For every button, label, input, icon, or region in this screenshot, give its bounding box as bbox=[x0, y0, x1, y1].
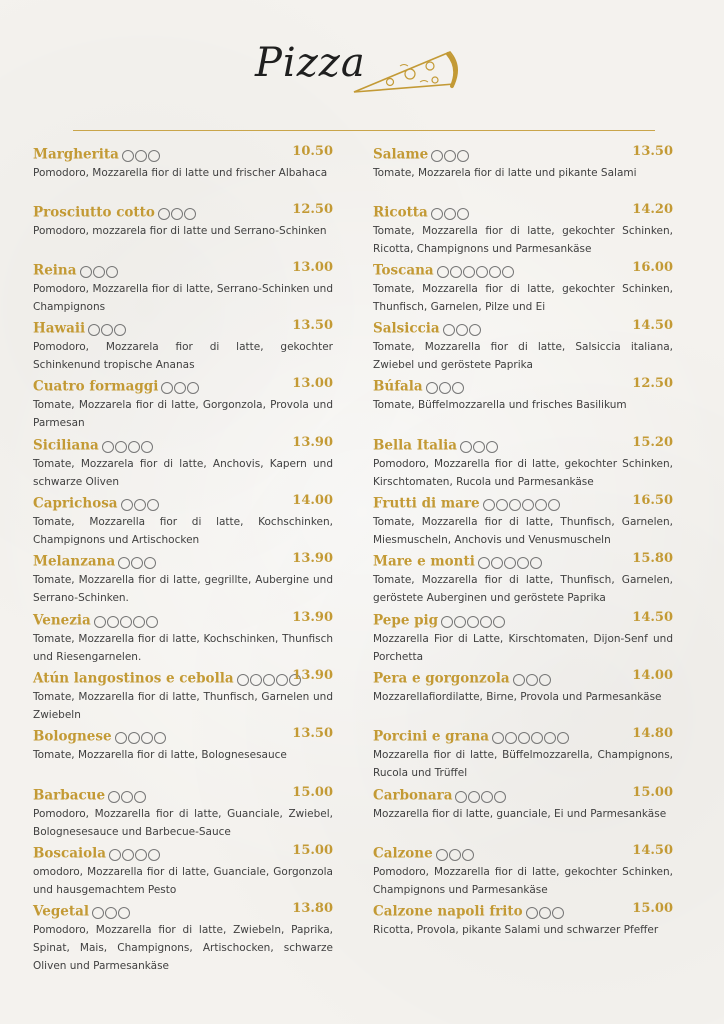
pizza-name: Cuatro formaggi bbox=[33, 378, 159, 395]
allergen-icon bbox=[118, 907, 130, 919]
allergen-icon bbox=[473, 441, 485, 453]
allergen-icon bbox=[105, 907, 117, 919]
pizza-description: Tomate, Mozzarella fior di latte, gekochter Schinken, Thunfisch, Garnelen, Pilze und Ei bbox=[373, 283, 673, 313]
allergen-icon bbox=[118, 557, 130, 569]
pizza-name: Mare e monti bbox=[373, 553, 475, 570]
pizza-price: 15.80 bbox=[632, 551, 673, 566]
allergen-icon bbox=[531, 732, 543, 744]
pizza-name: Calzone bbox=[373, 845, 433, 862]
pizza-price: 15.00 bbox=[632, 901, 673, 916]
pizza-name: Pera e gorgonzola bbox=[373, 670, 510, 687]
pizza-description: Mozzarellafiordilatte, Birne, Provola und Parmesankäse bbox=[373, 691, 662, 703]
menu-header bbox=[0, 0, 724, 130]
menu-item-header bbox=[373, 551, 673, 571]
allergen-icon bbox=[128, 441, 140, 453]
menu-item-header bbox=[373, 785, 673, 805]
pizza-name: Melanzana bbox=[33, 553, 116, 570]
allergen-icon bbox=[539, 674, 551, 686]
allergen-icon bbox=[94, 616, 106, 628]
pizza-name: Bolognese bbox=[33, 728, 112, 745]
allergen-icon bbox=[115, 441, 127, 453]
pizza-description: Pomodoro, Mozzarella fior di latte, Guanciale, Zwiebel, Bolognesesauce und Barbecue-Sauce bbox=[33, 808, 333, 838]
pizza-description: Tomate, Mozzarella fior di latte, Kochschinken, Champignons und Artischocken bbox=[33, 516, 333, 546]
allergen-icon bbox=[171, 208, 183, 220]
allergen-icon bbox=[480, 616, 492, 628]
allergen-icon bbox=[93, 266, 105, 278]
menu-item-header bbox=[33, 843, 333, 863]
allergen-icon bbox=[450, 266, 462, 278]
menu-item bbox=[373, 435, 673, 491]
allergen-icon bbox=[147, 499, 159, 511]
menu-item bbox=[33, 202, 333, 240]
allergen-icon bbox=[517, 557, 529, 569]
allergen-icon bbox=[141, 441, 153, 453]
allergen-icon bbox=[486, 441, 498, 453]
allergen-icon bbox=[122, 150, 134, 162]
allergen-icons bbox=[161, 377, 200, 396]
allergen-icons bbox=[94, 611, 159, 630]
pizza-name: Frutti di mare bbox=[373, 495, 480, 512]
pizza-name: Pepe pig bbox=[373, 612, 439, 629]
pizza-price: 12.50 bbox=[632, 376, 673, 391]
allergen-icon bbox=[135, 849, 147, 861]
pizza-price: 14.80 bbox=[632, 726, 673, 741]
allergen-icon bbox=[449, 849, 461, 861]
allergen-icon bbox=[120, 616, 132, 628]
allergen-icon bbox=[122, 849, 134, 861]
menu-title: Pizza bbox=[255, 40, 366, 86]
pizza-name: Bella Italia bbox=[373, 437, 458, 454]
allergen-icons bbox=[115, 727, 167, 746]
allergen-icon bbox=[431, 208, 443, 220]
pizza-name: Prosciutto cotto bbox=[33, 204, 155, 221]
allergen-icon bbox=[109, 849, 121, 861]
pizza-price: 14.00 bbox=[632, 668, 673, 683]
menu-item bbox=[373, 901, 673, 939]
allergen-icon bbox=[174, 382, 186, 394]
allergen-icons bbox=[441, 611, 506, 630]
allergen-icon bbox=[481, 791, 493, 803]
pizza-description: Tomate, Mozzarella fior di latte, gegrillte, Aubergine und Serrano-Schinken. bbox=[33, 574, 333, 604]
allergen-icons bbox=[483, 494, 561, 513]
allergen-icon bbox=[489, 266, 501, 278]
menu-item bbox=[373, 551, 673, 607]
allergen-icon bbox=[135, 150, 147, 162]
pizza-price: 14.50 bbox=[632, 610, 673, 625]
allergen-icons bbox=[513, 669, 552, 688]
allergen-icon bbox=[513, 674, 525, 686]
allergen-icon bbox=[102, 441, 114, 453]
menu-item bbox=[33, 843, 333, 899]
allergen-icons bbox=[478, 552, 543, 571]
pizza-description: Mozzarella Fior di Latte, Kirschtomaten, Dijon-Senf und Porchetta bbox=[373, 633, 673, 663]
menu-item-header bbox=[33, 144, 333, 164]
allergen-icon bbox=[544, 732, 556, 744]
pizza-price: 15.00 bbox=[632, 785, 673, 800]
pizza-description: Pomodoro, Mozzarella fior di latte, gekochter Schinken, Kirschtomaten, Rucola und Parmesankäse bbox=[373, 458, 673, 488]
allergen-icons bbox=[122, 145, 161, 164]
allergen-icons bbox=[426, 377, 465, 396]
pizza-name: Salsiccia bbox=[373, 320, 440, 337]
menu-item bbox=[33, 551, 333, 607]
allergen-icon bbox=[557, 732, 569, 744]
pizza-description: Tomate, Mozzarella fior di latte, Kochschinken, Thunfisch und Riesengarnelen. bbox=[33, 633, 333, 663]
menu-item bbox=[373, 260, 673, 316]
menu-item bbox=[33, 901, 333, 975]
pizza-description: Tomate, Mozzarella fior di latte, Bolognesesauce bbox=[33, 749, 287, 761]
allergen-icon bbox=[496, 499, 508, 511]
pizza-description: Tomate, Büffelmozzarella und frisches Basilikum bbox=[373, 399, 627, 411]
pizza-description: Pomodoro, Mozzarella fior di latte und frischer Albahaca bbox=[33, 167, 328, 179]
pizza-name: Margherita bbox=[33, 146, 119, 163]
pizza-price: 13.50 bbox=[632, 144, 673, 159]
pizza-price: 14.00 bbox=[292, 493, 333, 508]
pizza-price: 14.20 bbox=[632, 202, 673, 217]
pizza-description: Tomate, Mozzarella fior di latte, gekochter Schinken, Ricotta, Champignons und Parmesankäse bbox=[373, 225, 673, 255]
allergen-icon bbox=[505, 732, 517, 744]
menu-item-header bbox=[33, 610, 333, 630]
pizza-name: Boscaiola bbox=[33, 845, 106, 862]
pizza-description: Pomodoro, mozzarela fior di latte und Serrano-Schinken bbox=[33, 225, 327, 237]
menu-item bbox=[33, 260, 333, 316]
pizza-price: 13.50 bbox=[292, 726, 333, 741]
allergen-icon bbox=[161, 382, 173, 394]
pizza-description: omodoro, Mozzarella fior di latte, Guanciale, Gorgonzola und hausgemachtem Pesto bbox=[33, 866, 333, 896]
pizza-description: Pomodoro, Mozzarela fior di latte, gekochter Schinkenund tropische Ananas bbox=[33, 341, 333, 371]
allergen-icons bbox=[436, 844, 475, 863]
pizza-description: Tomate, Mozzarella fior di latte, Thunfisch, Garnelen, Miesmuscheln, Anchovis und Venusmuscheln bbox=[373, 516, 673, 546]
allergen-icon bbox=[462, 849, 474, 861]
allergen-icon bbox=[522, 499, 534, 511]
menu-item bbox=[33, 668, 333, 724]
menu-item bbox=[33, 144, 333, 182]
pizza-description: Tomate, Mozzarela fior di latte, Gorgonzola, Provola und Parmesan bbox=[33, 399, 333, 429]
menu-item-header bbox=[33, 318, 333, 338]
pizza-description: Pomodoro, Mozzarella fior di latte, Zwiebeln, Paprika, Spinat, Mais, Champignons, Artischocken, schwarze Oliven und Parmesankäse bbox=[33, 924, 333, 972]
allergen-icon bbox=[158, 208, 170, 220]
menu-item-header bbox=[373, 610, 673, 630]
pizza-name: Hawaii bbox=[33, 320, 86, 337]
menu-item bbox=[373, 144, 673, 182]
allergen-icons bbox=[92, 902, 131, 921]
menu-item bbox=[373, 668, 673, 706]
pizza-name: Caprichosa bbox=[33, 495, 118, 512]
menu-item bbox=[33, 785, 333, 841]
pizza-name: Toscana bbox=[373, 262, 434, 279]
menu-item-header bbox=[33, 551, 333, 571]
allergen-icon bbox=[128, 732, 140, 744]
allergen-icon bbox=[552, 907, 564, 919]
pizza-name: Porcini e grana bbox=[373, 728, 490, 745]
pizza-price: 16.50 bbox=[632, 493, 673, 508]
menu-item-header bbox=[33, 901, 333, 921]
allergen-icon bbox=[80, 266, 92, 278]
allergen-icon bbox=[457, 150, 469, 162]
allergen-icon bbox=[467, 616, 479, 628]
pizza-price: 10.50 bbox=[292, 144, 333, 159]
pizza-description: Pomodoro, Mozzarella fior di latte, Serrano-Schinken und Champignons bbox=[33, 283, 333, 313]
menu-item bbox=[373, 726, 673, 782]
allergen-icon bbox=[455, 791, 467, 803]
allergen-icon bbox=[457, 208, 469, 220]
menu-item bbox=[373, 610, 673, 666]
allergen-icon bbox=[509, 499, 521, 511]
allergen-icon bbox=[468, 791, 480, 803]
menu-item-header bbox=[373, 668, 673, 688]
allergen-icon bbox=[452, 382, 464, 394]
pizza-description: Mozzarella fior di latte, Büffelmozzarella, Champignons, Rucola und Trüffel bbox=[373, 749, 673, 779]
allergen-icons bbox=[526, 902, 565, 921]
allergen-icons bbox=[109, 844, 161, 863]
allergen-icon bbox=[456, 324, 468, 336]
pizza-price: 13.50 bbox=[292, 318, 333, 333]
pizza-price: 13.90 bbox=[292, 610, 333, 625]
pizza-description: Tomate, Mozzarella fior di latte, Thunfisch, Garnelen, geröstete Auberginen und geröstete Paprika bbox=[373, 574, 673, 604]
pizza-name: Búfala bbox=[373, 378, 423, 395]
menu-item bbox=[373, 493, 673, 549]
allergen-icon bbox=[154, 732, 166, 744]
menu-item-header bbox=[373, 843, 673, 863]
menu-item-header bbox=[373, 726, 673, 746]
pizza-name: Reina bbox=[33, 262, 77, 279]
allergen-icons bbox=[492, 727, 570, 746]
pizza-slice-icon bbox=[350, 46, 462, 98]
menu-item bbox=[33, 493, 333, 549]
allergen-icon bbox=[439, 382, 451, 394]
allergen-icon bbox=[491, 557, 503, 569]
pizza-price: 15.00 bbox=[292, 843, 333, 858]
pizza-name: Salame bbox=[373, 146, 429, 163]
menu-item-header bbox=[33, 435, 333, 455]
pizza-name: Venezia bbox=[33, 612, 91, 629]
pizza-name: Barbacue bbox=[33, 787, 106, 804]
pizza-price: 15.20 bbox=[632, 435, 673, 450]
menu-item-header bbox=[373, 318, 673, 338]
pizza-name: Vegetal bbox=[33, 903, 89, 920]
allergen-icon bbox=[146, 616, 158, 628]
allergen-icon bbox=[441, 616, 453, 628]
allergen-icon bbox=[184, 208, 196, 220]
menu-item bbox=[33, 610, 333, 666]
allergen-icon bbox=[114, 324, 126, 336]
allergen-icon bbox=[148, 150, 160, 162]
pizza-price: 13.90 bbox=[292, 668, 333, 683]
allergen-icon bbox=[121, 791, 133, 803]
allergen-icon bbox=[492, 732, 504, 744]
allergen-icon bbox=[106, 266, 118, 278]
pizza-name: Carbonara bbox=[373, 787, 453, 804]
menu-item-header bbox=[373, 260, 673, 280]
allergen-icon bbox=[483, 499, 495, 511]
allergen-icon bbox=[454, 616, 466, 628]
allergen-icon bbox=[115, 732, 127, 744]
pizza-description: Ricotta, Provola, pikante Salami und schwarzer Pfeffer bbox=[373, 924, 659, 936]
menu-item-header bbox=[33, 202, 333, 222]
allergen-icon bbox=[108, 791, 120, 803]
allergen-icon bbox=[518, 732, 530, 744]
menu-item-header bbox=[33, 376, 333, 396]
allergen-icon bbox=[436, 849, 448, 861]
pizza-name: Atún langostinos e cebolla bbox=[33, 670, 234, 687]
allergen-icon bbox=[539, 907, 551, 919]
pizza-name: Siciliana bbox=[33, 437, 99, 454]
allergen-icon bbox=[504, 557, 516, 569]
pizza-name: Calzone napoli frito bbox=[373, 903, 523, 920]
menu-item bbox=[33, 318, 333, 374]
allergen-icon bbox=[469, 324, 481, 336]
allergen-icons bbox=[102, 436, 154, 455]
allergen-icons bbox=[443, 319, 482, 338]
menu-item bbox=[373, 843, 673, 899]
allergen-icons bbox=[80, 261, 119, 280]
allergen-icon bbox=[250, 674, 262, 686]
allergen-icon bbox=[237, 674, 249, 686]
allergen-icons bbox=[108, 786, 147, 805]
menu-item bbox=[33, 726, 333, 764]
allergen-icons bbox=[455, 786, 507, 805]
allergen-icon bbox=[187, 382, 199, 394]
allergen-icon bbox=[460, 441, 472, 453]
allergen-icons bbox=[88, 319, 127, 338]
menu-item bbox=[373, 318, 673, 374]
allergen-icon bbox=[134, 791, 146, 803]
pizza-description: Pomodoro, Mozzarella fior di latte, gekochter Schinken, Champignons und Parmesankäse bbox=[373, 866, 673, 896]
allergen-icons bbox=[437, 261, 515, 280]
menu-item-header bbox=[33, 726, 333, 746]
allergen-icons bbox=[121, 494, 160, 513]
allergen-icon bbox=[476, 266, 488, 278]
menu-item-header bbox=[373, 493, 673, 513]
pizza-price: 13.80 bbox=[292, 901, 333, 916]
header-divider bbox=[73, 130, 655, 131]
allergen-icon bbox=[141, 732, 153, 744]
menu-item-header bbox=[33, 260, 333, 280]
pizza-price: 13.00 bbox=[292, 260, 333, 275]
allergen-icon bbox=[144, 557, 156, 569]
pizza-name: Ricotta bbox=[373, 204, 428, 221]
allergen-icon bbox=[493, 616, 505, 628]
menu-item-header bbox=[373, 901, 673, 921]
allergen-icon bbox=[494, 791, 506, 803]
allergen-icon bbox=[134, 499, 146, 511]
pizza-description: Tomate, Mozzarela fior di latte und pikante Salami bbox=[373, 167, 637, 179]
allergen-icon bbox=[502, 266, 514, 278]
pizza-description: Mozzarella fior di latte, guanciale, Ei und Parmesankäse bbox=[373, 808, 667, 820]
pizza-price: 15.00 bbox=[292, 785, 333, 800]
allergen-icon bbox=[431, 150, 443, 162]
menu-item-header bbox=[373, 376, 673, 396]
menu-item bbox=[373, 785, 673, 823]
allergen-icon bbox=[131, 557, 143, 569]
allergen-icon bbox=[526, 674, 538, 686]
menu-item-header bbox=[373, 202, 673, 222]
allergen-icon bbox=[121, 499, 133, 511]
pizza-price: 16.00 bbox=[632, 260, 673, 275]
allergen-icon bbox=[133, 616, 145, 628]
allergen-icon bbox=[148, 849, 160, 861]
allergen-icon bbox=[444, 208, 456, 220]
menu-item bbox=[33, 435, 333, 491]
allergen-icon bbox=[478, 557, 490, 569]
pizza-price: 14.50 bbox=[632, 318, 673, 333]
pizza-description: Tomate, Mozzarela fior di latte, Anchovis, Kapern und schwarze Oliven bbox=[33, 458, 333, 488]
pizza-price: 13.90 bbox=[292, 551, 333, 566]
allergen-icons bbox=[460, 436, 499, 455]
menu-item bbox=[373, 376, 673, 414]
allergen-icon bbox=[263, 674, 275, 686]
allergen-icon bbox=[437, 266, 449, 278]
allergen-icon bbox=[88, 324, 100, 336]
menu-item-header bbox=[373, 435, 673, 455]
pizza-description: Tomate, Mozzarella fior di latte, Salsiccia italiana, Zwiebel und geröstete Paprika bbox=[373, 341, 673, 371]
allergen-icons bbox=[118, 552, 157, 571]
allergen-icon bbox=[548, 499, 560, 511]
menu-item-header bbox=[33, 785, 333, 805]
menu-item bbox=[33, 376, 333, 432]
allergen-icon bbox=[443, 324, 455, 336]
allergen-icon bbox=[101, 324, 113, 336]
allergen-icon bbox=[107, 616, 119, 628]
allergen-icon bbox=[92, 907, 104, 919]
pizza-price: 13.00 bbox=[292, 376, 333, 391]
pizza-price: 14.50 bbox=[632, 843, 673, 858]
pizza-description: Tomate, Mozzarella fior di latte, Thunfisch, Garnelen und Zwiebeln bbox=[33, 691, 333, 721]
allergen-icon bbox=[535, 499, 547, 511]
allergen-icon bbox=[444, 150, 456, 162]
allergen-icons bbox=[158, 203, 197, 222]
allergen-icon bbox=[426, 382, 438, 394]
allergen-icon bbox=[530, 557, 542, 569]
allergen-icon bbox=[463, 266, 475, 278]
allergen-icon bbox=[526, 907, 538, 919]
menu-item-header bbox=[33, 668, 333, 688]
pizza-price: 12.50 bbox=[292, 202, 333, 217]
allergen-icon bbox=[276, 674, 288, 686]
menu-item-header bbox=[373, 144, 673, 164]
menu-item bbox=[373, 202, 673, 258]
pizza-price: 13.90 bbox=[292, 435, 333, 450]
allergen-icons bbox=[431, 145, 470, 164]
menu-item-header bbox=[33, 493, 333, 513]
allergen-icons bbox=[431, 203, 470, 222]
